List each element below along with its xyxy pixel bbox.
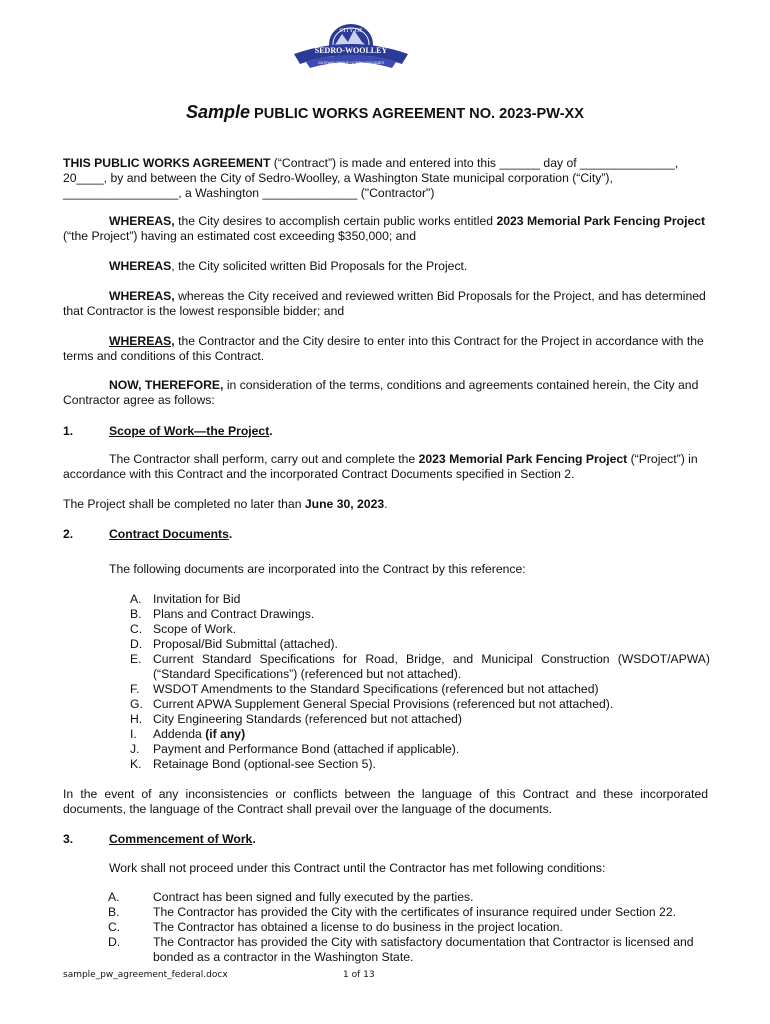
intro-paragraph: THIS PUBLIC WORKS AGREEMENT (“Contract”) is made and entered into this ______ day of ______________, 20____, by and between the City of Sedro-Woolley, a Washington State municipal corporation (“City”), _________________, a Washington ______________ ("Contractor"): [63, 156, 679, 201]
section-1-paragraph-2: The Project shall be completed no later than June 30, 2023.: [63, 497, 388, 511]
svg-text:CITY OF: CITY OF: [339, 28, 363, 34]
svg-text:SEDRO-WOOLLEY: SEDRO-WOOLLEY: [314, 46, 388, 55]
whereas-paragraph-1: WHEREAS, the City desires to accomplish certain public works entitled 2023 Memorial Park Fencing Project (“the Project”) having an estimated cost exceeding $350,000; and: [63, 214, 706, 244]
list-item: A. Contract has been signed and fully executed by the parties.: [108, 890, 474, 904]
list-item: D. The Contractor has provided the City with satisfactory documentation that Contractor is licensed and bonded as a contractor in the Washington State.: [108, 935, 694, 964]
list-item: C. The Contractor has obtained a license to do business in the project location.: [108, 920, 563, 934]
list-item: B. The Contractor has provided the City with the certificates of insurance required under Section 22.: [108, 905, 676, 919]
document-title: Sample PUBLIC WORKS AGREEMENT NO. 2023-PW-XX: [185, 102, 585, 122]
city-seal-icon: [292, 20, 410, 75]
list-item: C. Scope of Work.: [130, 622, 237, 636]
whereas-paragraph-4: WHEREAS, the Contractor and the City desire to enter into this Contract for the Project in accordance with the terms and conditions of this Contract.: [63, 334, 704, 364]
whereas-paragraph-3: WHEREAS, whereas the City received and reviewed written Bid Proposals for the Project, and has determined that Contractor is the lowest responsible bidder; and: [63, 289, 706, 319]
list-item: H. City Engineering Standards (referenced but not attached): [130, 712, 462, 726]
list-item: G. Current APWA Supplement General Special Provisions (referenced but not attached).: [130, 697, 614, 711]
svg-text:GATEWAY TO THE NORTH CASCADES: GATEWAY TO THE NORTH CASCADES: [318, 61, 384, 65]
section-1-heading: 1. Scope of Work—the Project.: [63, 424, 273, 438]
list-item: E. Current Standard Specifications for Road, Bridge, and Municipal Construction (WSDOT/APWA) (“Standard Specifications”) (referenced but not attached).: [130, 652, 710, 681]
section-2-closing: In the event of any inconsistencies or conflicts between the language of this Contract and these incorporated documents, the language of the Contract shall prevail over the language of the documents.: [63, 787, 708, 817]
list-item: D. Proposal/Bid Submittal (attached).: [130, 637, 338, 651]
section-1-paragraph-1: The Contractor shall perform, carry out and complete the 2023 Memorial Park Fencing Project (“Project”) in accordance with this Contract and the incorporated Contract Documents specified in Section 2.: [63, 452, 698, 482]
now-therefore-paragraph: NOW, THEREFORE, in consideration of the terms, conditions and agreements contained herein, the City and Contractor agree as follows:: [63, 378, 699, 408]
contract-documents-list: [130, 592, 710, 772]
section-2-intro: The following documents are incorporated into the Contract by this reference:: [109, 562, 526, 576]
whereas-paragraph-2: WHEREAS, the City solicited written Bid Proposals for the Project.: [109, 259, 468, 273]
list-item: B. Plans and Contract Drawings.: [130, 607, 315, 621]
section-3-heading: 3. Commencement of Work.: [63, 832, 256, 846]
list-item: K. Retainage Bond (optional-see Section 5).: [130, 757, 376, 771]
list-item: J. Payment and Performance Bond (attached if applicable).: [130, 742, 460, 756]
list-item: I. Addenda (if any): [130, 727, 246, 741]
city-logo: [292, 20, 410, 75]
footer-filename: sample_pw_agreement_federal.docx: [63, 970, 228, 980]
section-2-heading: 2. Contract Documents.: [63, 527, 233, 541]
list-item: A. Invitation for Bid: [130, 592, 241, 606]
list-item: F. WSDOT Amendments to the Standard Specifications (referenced but not attached): [130, 682, 599, 696]
commencement-conditions-list: [108, 890, 708, 965]
section-3-intro: Work shall not proceed under this Contract until the Contractor has met following conditions:: [109, 861, 606, 875]
footer-page-number: 1 of 13: [343, 970, 375, 980]
